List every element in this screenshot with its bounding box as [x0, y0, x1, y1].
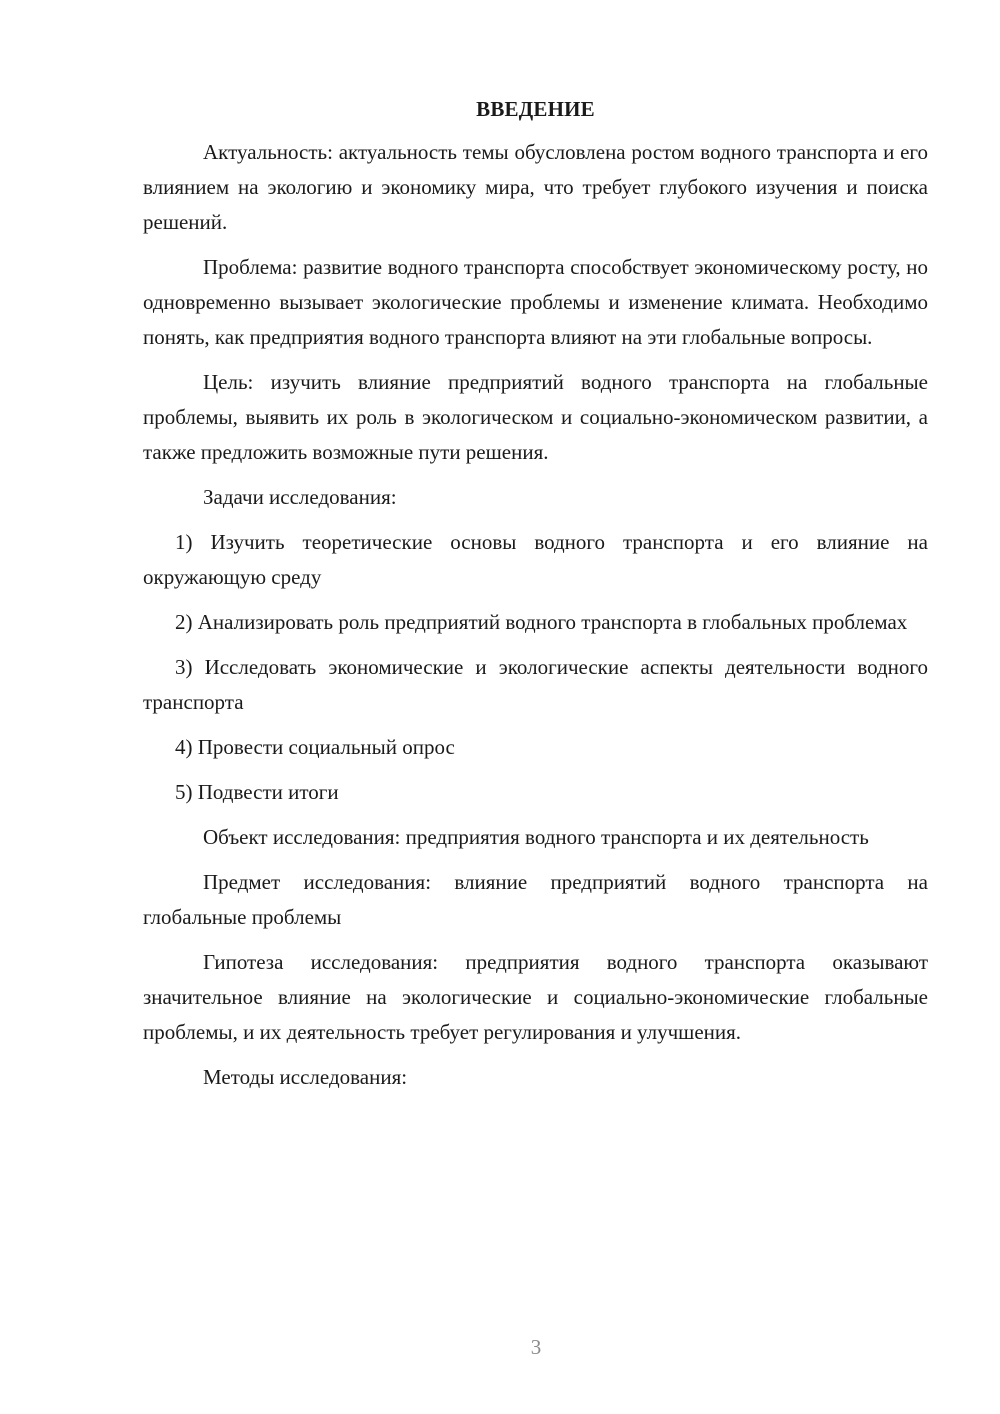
- task-item-2: 2) Анализировать роль предприятий водного транспорта в глобальных проблемах: [175, 610, 908, 634]
- object-paragraph: Объект исследования: предприятия водного транспорта и их деятельность: [203, 825, 869, 849]
- tasks-heading: Задачи исследования:: [203, 485, 397, 509]
- page-content: [143, 92, 928, 1105]
- subject-paragraph: Предмет исследования: влияние предприятий водного транспорта на глобальные проблемы: [143, 870, 928, 929]
- hypothesis-paragraph: Гипотеза исследования: предприятия водного транспорта оказывают значительное влияние на экологические и социально-экономические глобальные проблемы, и их деятельность требует регулирования и улучшения.: [143, 950, 928, 1044]
- relevance-paragraph: Актуальность: актуальность темы обусловлена ростом водного транспорта и его влиянием на экологию и экономику мира, что требует глубокого изучения и поиска решений.: [143, 140, 928, 234]
- task-item-4: 4) Провести социальный опрос: [175, 735, 455, 759]
- page-title: ВВЕДЕНИЕ: [476, 97, 595, 121]
- task-item-5: 5) Подвести итоги: [175, 780, 339, 804]
- goal-paragraph: Цель: изучить влияние предприятий водного транспорта на глобальные проблемы, выявить их роль в экологическом и социально-экономическом развитии, а также предложить возможные пути решения.: [143, 370, 928, 464]
- page-number: 3: [530, 1335, 542, 1359]
- problem-paragraph: Проблема: развитие водного транспорта способствует экономическому росту, но одновременно вызывает экологические проблемы и изменение климата. Необходимо понять, как предприятия водного транспорта влияют на эти глобальные вопросы.: [143, 255, 928, 349]
- task-item-1: 1) Изучить теоретические основы водного транспорта и его влияние на окружающую среду: [143, 530, 928, 589]
- methods-heading: Методы исследования:: [203, 1065, 408, 1089]
- task-item-3: 3) Исследовать экономические и экологические аспекты деятельности водного транспорта: [143, 655, 928, 714]
